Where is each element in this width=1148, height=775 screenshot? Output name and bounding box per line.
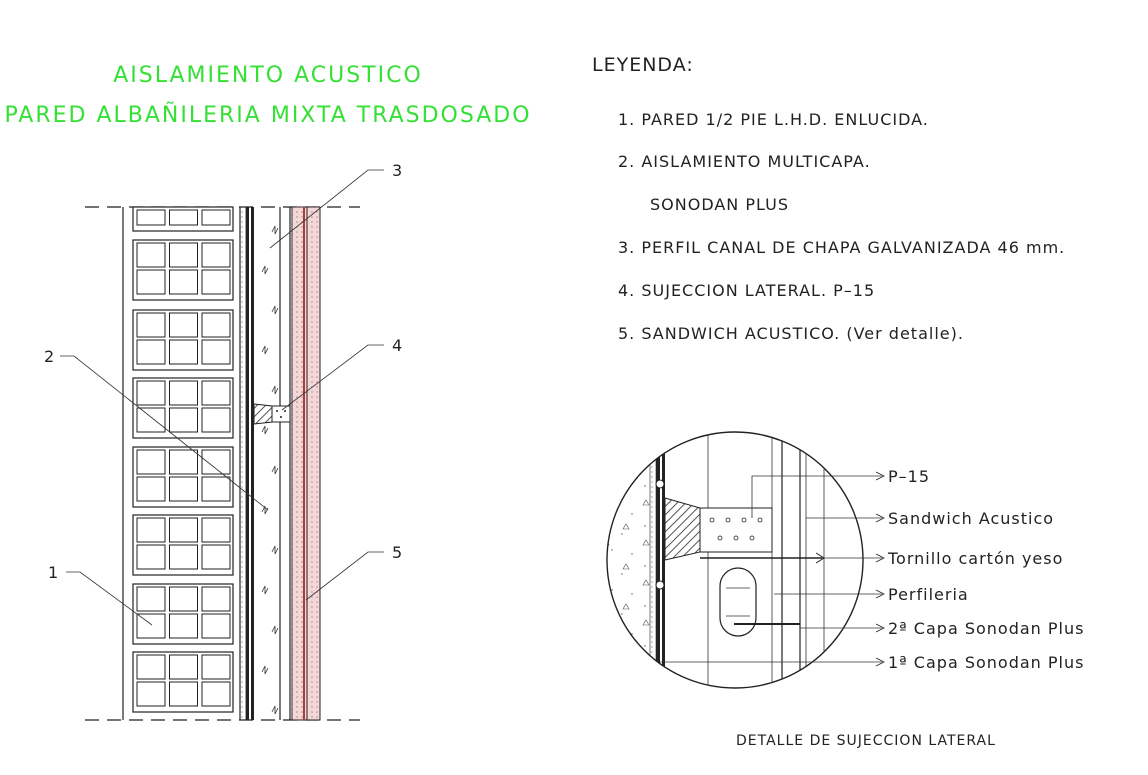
detail-label-profile: Perfileria	[888, 585, 969, 604]
insulation-mark	[262, 346, 268, 354]
brick-block	[133, 207, 233, 231]
insulation-mark	[272, 546, 278, 554]
legend	[592, 54, 1065, 343]
callout-2: 2	[44, 347, 56, 366]
legend-heading: LEYENDA:	[592, 54, 694, 76]
detail-label-layer-1: 1ª Capa Sonodan Plus	[888, 653, 1085, 672]
legend-item-5: 5. SANDWICH ACUSTICO. (Ver detalle).	[618, 324, 964, 343]
insulation-mark	[262, 266, 268, 274]
p15-clip	[272, 406, 290, 422]
insulation-marks	[262, 226, 278, 714]
insulation-mark	[272, 386, 278, 394]
insulation-mark	[272, 626, 278, 634]
brick-block	[133, 584, 233, 644]
detail-p15-clip	[700, 508, 772, 552]
sonodan-layer-1	[246, 207, 249, 720]
sonodan-layer-2	[251, 207, 254, 720]
callout-1: 1	[48, 563, 60, 582]
detail-label-layer-2: 2ª Capa Sonodan Plus	[888, 619, 1085, 638]
legend-item-2: 2. AISLAMIENTO MULTICAPA.	[618, 152, 871, 171]
callout-4: 4	[392, 336, 404, 355]
wall-section	[85, 207, 360, 720]
brick-block	[133, 447, 233, 507]
detail-label-p15: P–15	[888, 467, 931, 486]
brick-block	[133, 240, 233, 300]
brick-block	[133, 310, 233, 370]
brick-block	[133, 652, 233, 712]
insulation-mark	[262, 426, 268, 434]
detail-fastener	[665, 498, 700, 560]
brick-block	[133, 378, 233, 438]
detail-profile	[720, 568, 756, 636]
insulation-mark	[272, 306, 278, 314]
title-line-2: PARED ALBAÑILERIA MIXTA TRASDOSADO	[4, 103, 532, 128]
p15-fastener	[254, 404, 272, 424]
insulation-mark	[262, 666, 268, 674]
plaster-layer	[240, 207, 246, 720]
callout-3: 3	[392, 161, 404, 180]
legend-item-4: 4. SUJECCION LATERAL. P–15	[618, 281, 876, 300]
callout-5: 5	[392, 543, 404, 562]
brick-block	[133, 515, 233, 575]
legend-item-1: 1. PARED 1/2 PIE L.H.D. ENLUCIDA.	[618, 110, 929, 129]
detail-caption: DETALLE DE SUJECCION LATERAL	[736, 733, 996, 749]
insulation-mark	[272, 706, 278, 714]
title-line-1: AISLAMIENTO ACUSTICO	[113, 63, 423, 88]
legend-item-3: 3. PERFIL CANAL DE CHAPA GALVANIZADA 46 mm.	[618, 238, 1066, 257]
brick-wall	[133, 207, 233, 712]
detail-label-screw: Tornillo cartón yeso	[888, 549, 1064, 568]
detail-plaster	[650, 430, 656, 690]
insulation-mark	[272, 226, 278, 234]
insulation-mark	[262, 586, 268, 594]
legend-item-2b: SONODAN PLUS	[650, 195, 789, 214]
detail-view	[600, 430, 1084, 749]
insulation-mark	[272, 466, 278, 474]
detail-label-sandwich: Sandwich Acustico	[888, 509, 1055, 528]
